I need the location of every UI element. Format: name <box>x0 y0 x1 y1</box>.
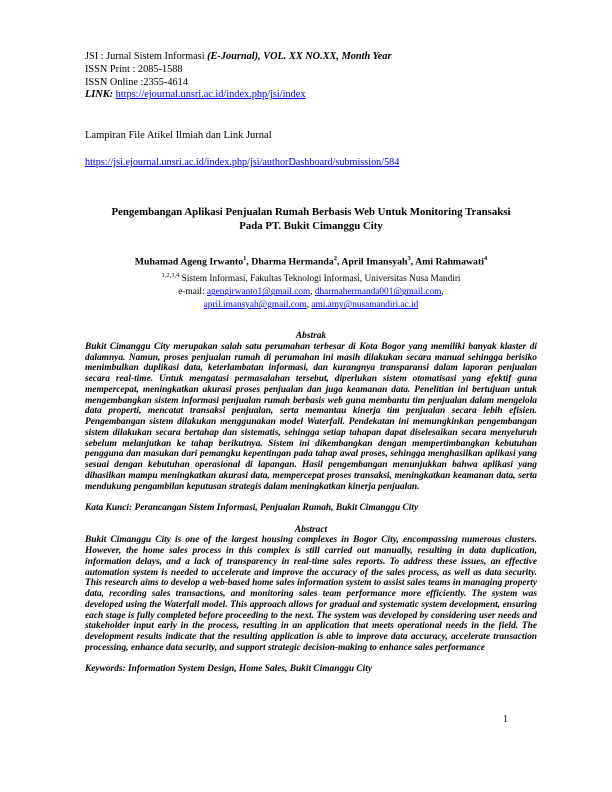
abstracts-section <box>85 331 537 675</box>
author-4: Ami Rahmawati <box>415 256 484 268</box>
issn-print: ISSN Print : 2085-1588 <box>85 63 183 75</box>
submission-link[interactable]: https://jsi.ejournal.unsri.ac.id/index.php/jsi/authorDashboard/submission/584 <box>85 157 400 168</box>
author-2: Dharma Hermanda <box>251 256 334 268</box>
journal-title-line <box>85 51 545 64</box>
journal-header <box>85 51 545 102</box>
abstrak-heading: Abstrak <box>295 331 327 341</box>
email-line-2 <box>85 299 537 312</box>
journal-issue: (E-Journal), VOL. XX NO.XX, Month Year <box>207 51 392 62</box>
article-title: Pengembangan Aplikasi Penjualan Rumah Berbasis Web Untuk Monitoring Transaksi Pada PT. Bukit Cimanggu City <box>111 206 511 232</box>
keywords-line: Keywords: Information System Design, Home Sales, Bukit Cimanggu City <box>85 664 373 675</box>
email-link-3[interactable]: april.imansyah@gmail.com <box>203 300 307 311</box>
email-comma: , <box>441 287 444 298</box>
author-separator: , <box>336 256 342 268</box>
link-colon: : <box>109 89 116 101</box>
journal-name: JSI : Jurnal Sistem Informasi <box>85 51 208 62</box>
author-3: April Imansyah <box>341 256 408 268</box>
affiliation-line <box>85 269 537 287</box>
link-label: LINK <box>85 89 110 101</box>
author-4-sup: 4 <box>483 255 488 262</box>
email-separator: , <box>310 287 315 298</box>
author-separator: , <box>246 256 252 268</box>
attachment-heading: Lampiran File Atikel Ilmiah dan Link Jurnal <box>85 130 272 141</box>
affiliation-sup: 1,2,3,4 <box>161 271 180 279</box>
author-2-sup: 2 <box>333 255 337 262</box>
abstract-body: Bukit Cimanggu City is one of the largest housing complexes in Bogor City, encompassing numerous clusters. However, the home sales process in this complex is still carried out manually, resulting in data duplication, information delays, and a lack of transparency in real-time sales reports. To address these issues, an effective automation system is needed to accelerate and improve the accuracy of the sales process, as well as data security. This research aims to develop a web-based home sales information system to assist sales teams in managing property data, recording sales transactions, and monitoring sales team performance more efficiently. The system was developed using the Waterfall model. This approach allows for gradual and systematic system development, ensuring each stage is fully completed before proceeding to the next. The system was developed by considering user needs and stakeholder input early in the process, resulting in an application that meets operational needs in the field. The development results indicate that the resulting application is able to improve data accuracy, accelerate transaction processing, enhance data security, and support strategic decision-making to enhance sales performance <box>85 535 537 653</box>
email-separator: , <box>306 300 312 311</box>
submission-link-line <box>85 157 545 168</box>
affiliation-text: Sistem Informasi, Fakultas Teknologi Informasi, Universitas Nusa Mandiri <box>179 273 461 284</box>
byline-block <box>85 252 537 312</box>
email-link-2[interactable]: dharmahermanda001@gmail.com <box>314 287 442 298</box>
journal-link-line <box>85 89 545 102</box>
abstrak-body: Bukit Cimanggu City merupakan salah satu perumahan terbesar di Kota Bogor yang memiliki banyak klaster di dalamnya. Namun, proses penjualan rumah di perumahan ini masih dilakukan secara manual sehingga berisiko menimbulkan duplikasi data, keterlambatan informasi, dan kurangnya transparansi dalam laporan penjualan secara real-time. Untuk mengatasi permasalahan tersebut, diperlukan sistem otomatisasi yang efektif guna mempercepat, meningkatkan akurasi proses penjualan dan juga keamanan data. Penelitian ini bertujuan untuk mengembangkan sistem informasi penjualan rumah berbasis web guna membantu tim penjualan dalam mengelola data properti, mencatat transaksi penjualan, serta memantau kinerja tim penjualan secara lebih efisien. Pengembangan sistem dilakukan menggunakan model Waterfall. Pendekatan ini memungkinkan pengembangan sistem dilakukan secara bertahap dan sistematis, sehingga setiap tahapan dapat diselesaikan secara menyeluruh sebelum melanjutkan ke tahap berikutnya. Sistem ini dikembangkan dengan mempertimbangkan kebutuhan pengguna dan masukan dari pemangku kepentingan pada tahap awal proses, sehingga menghasilkan aplikasi yang sesuai dengan kebutuhan operasional di lapangan. Hasil pengembangan menunjukkan bahwa aplikasi yang dihasilkan mampu meningkatkan akurasi data, mempercepat proses transaksi, meningkatkan keamanan data, serta mendukung pengambilan keputusan strategis dalam meningkatkan kinerja penjualan. <box>85 341 537 492</box>
author-1: Muhamad Ageng Irwanto <box>134 256 244 268</box>
issn-online: ISSN Online :2355-4614 <box>85 76 188 88</box>
email-prefix: e-mail: <box>178 287 207 298</box>
abstract-heading: Abstract <box>294 524 328 535</box>
email-link-1[interactable]: agengirwanto1@gmail.com <box>206 287 311 298</box>
journal-index-link[interactable]: https://ejournal.unsri.ac.id/index.php/jsi/index <box>115 89 306 101</box>
article-title-block <box>85 205 537 233</box>
author-separator: , <box>410 256 416 268</box>
author-3-sup: 3 <box>407 255 411 262</box>
email-line-1 <box>85 286 537 299</box>
email-link-4[interactable]: ami.amy@nusamandiri.ac.id <box>311 300 419 311</box>
author-1-sup: 1 <box>243 255 247 262</box>
kata-kunci-line: Kata Kunci: Perancangan Sistem Informasi, Penjualan Rumah, Bukit Cimanggu City <box>85 503 419 513</box>
page-number: 1 <box>503 714 508 725</box>
authors-line <box>85 252 537 269</box>
